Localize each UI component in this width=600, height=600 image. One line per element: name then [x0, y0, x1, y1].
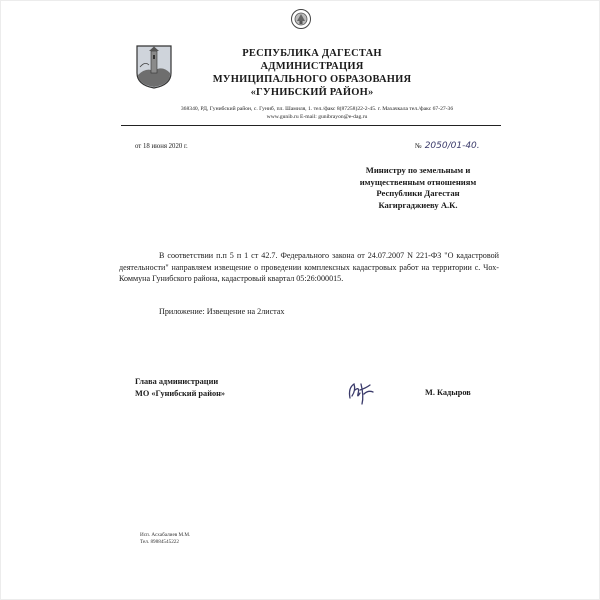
- header-divider: [121, 125, 501, 126]
- outgoing-number: [415, 141, 480, 151]
- addressee-block: [323, 165, 513, 211]
- signer-title-line-2: МО «Гунибский район»: [135, 389, 226, 398]
- district-coat-of-arms-icon: [136, 45, 172, 89]
- document-date: от 18 июня 2020 г.: [135, 143, 188, 150]
- letter-body: [119, 250, 499, 285]
- executor-phone: Тел. 89884545222: [140, 539, 179, 545]
- body-paragraph: В соответствии п.п 5 п 1 ст 42.7. Федерального закона от 24.07.2007 N 221-ФЗ "О кадастровой деятельности" направляем извещение о проведении комплексных кадастровых работ на территории с. Чох-Коммуна Гунибского района, кадастровый квартал 05:26:000015.: [119, 251, 499, 284]
- signer-title: [135, 376, 225, 400]
- addressee-line-3: Республики Дагестан: [376, 188, 460, 198]
- executor-name: Исп. Асхабалиев М.М.: [140, 532, 191, 538]
- contacts-web-line: www.gunib.ru E-mail: gunibrayon@e-dag.ru: [266, 114, 368, 120]
- addressee-line-1: Министру по земельным и: [365, 165, 471, 175]
- executor-block: [140, 532, 190, 546]
- outgoing-number-prefix: №: [415, 142, 422, 150]
- header-republic: РЕСПУБЛИКА ДАГЕСТАН: [242, 48, 382, 59]
- coat-of-arms-emblem-icon: [290, 8, 312, 30]
- header-municipal: МУНИЦИПАЛЬНОГО ОБРАЗОВАНИЯ: [212, 74, 412, 85]
- handwritten-signature: [346, 376, 376, 406]
- signer-title-line-1: Глава администрации: [135, 377, 219, 386]
- organization-header: [197, 47, 427, 99]
- header-district: «ГУНИБСКИЙ РАЙОН»: [250, 87, 374, 98]
- header-administration: АДМИНИСТРАЦИЯ: [260, 61, 364, 72]
- appendix-note: Приложение: Извещение на 2листах: [159, 307, 285, 316]
- outgoing-number-value: 2050/01-40.: [424, 141, 480, 151]
- organization-contacts: [137, 105, 497, 121]
- signer-name: М. Кадыров: [425, 388, 471, 397]
- addressee-line-4: Кагиргаджиеву А.К.: [378, 199, 458, 210]
- addressee-line-2: имущественным отношениям: [359, 176, 477, 187]
- contacts-address-line: 368340, РД, Гунибский район, с. Гуниб, пл. Шамиля, 1. тел./факс 8(87258)22-2-45. г. Махачкала тел./факс 67-27-36: [180, 106, 454, 112]
